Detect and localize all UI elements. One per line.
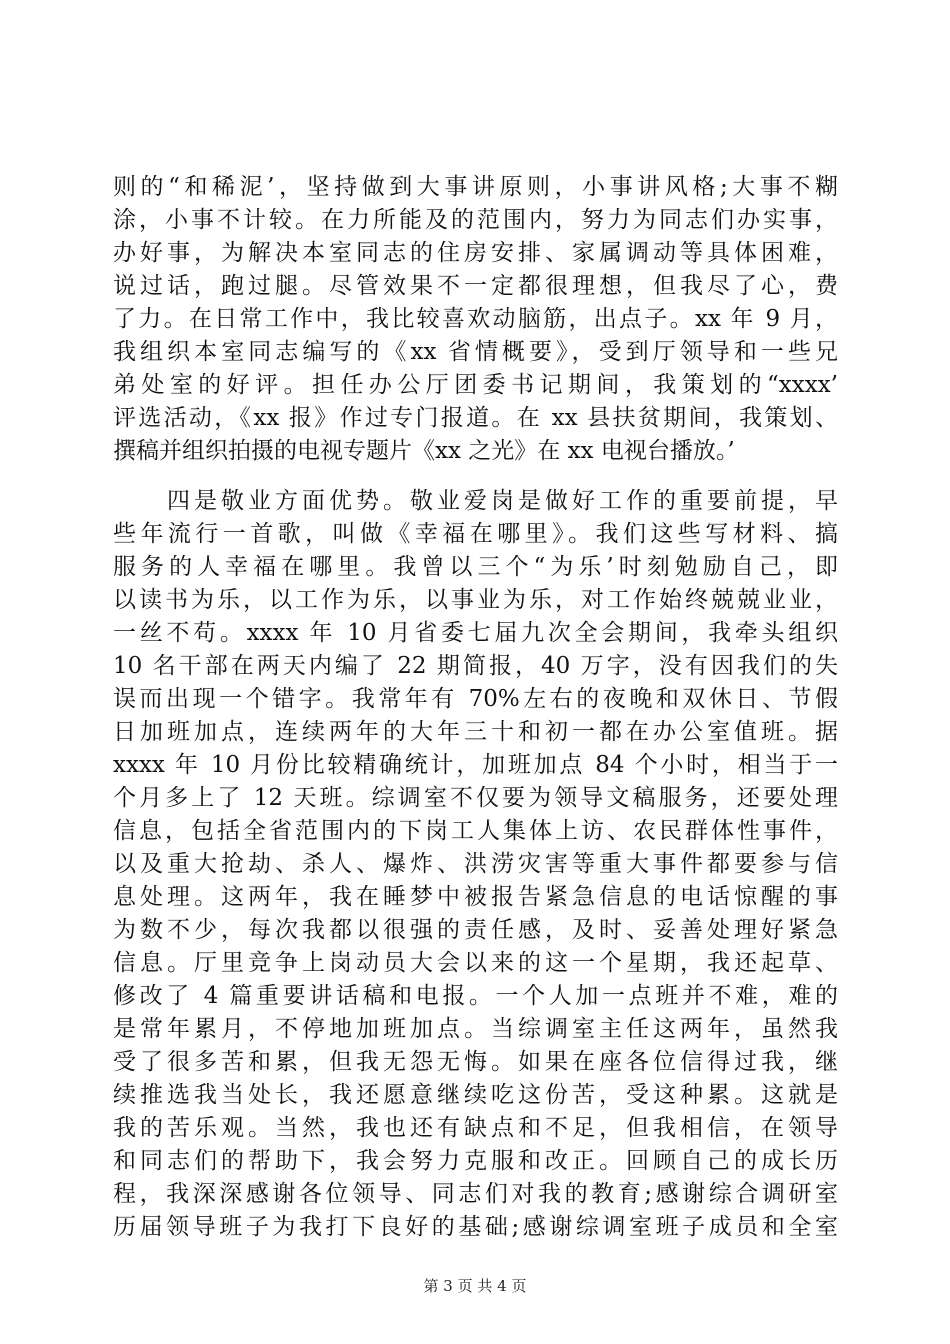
text-line: 则的“和稀泥’，坚持做到大事讲原则，小事讲风格;大事不糊 <box>113 174 838 200</box>
text-line: 是常年累月，不停地加班加点。当综调室主任这两年，虽然我 <box>113 1016 838 1042</box>
text-line: 服务的人幸福在哪里。我曾以三个“为乐’时刻勉励自己，即 <box>113 554 838 580</box>
text-line: 受了很多苦和累，但我无怨无悔。如果在座各位信得过我，继 <box>113 1049 838 1075</box>
text-line: 评选活动，《xx 报》作过专门报道。在 xx 县扶贫期间，我策划、 <box>113 405 838 431</box>
text-line: 日加班加点，连续两年的大年三十和初一都在办公室值班。据 <box>113 719 838 745</box>
text-line: 弟处室的好评。担任办公厅团委书记期间，我策划的“xxxx’ <box>113 372 838 398</box>
text-line: 个月多上了 12 天班。综调室不仅要为领导文稿服务，还要处理 <box>113 785 838 811</box>
text-line: 些年流行一首歌，叫做《幸福在哪里》。我们这些写材料、搞 <box>113 521 838 547</box>
text-line: xxxx 年 10 月份比较精确统计，加班加点 84 个小时，相当于一 <box>113 752 838 778</box>
text-line: 信息，包括全省范围内的下岗工人集体上访、农民群体性事件， <box>113 818 838 844</box>
text-line: 我组织本室同志编写的《xx 省情概要》，受到厅领导和一些兄 <box>113 339 838 365</box>
text-line: 以读书为乐，以工作为乐，以事业为乐，对工作始终兢兢业业， <box>113 587 838 613</box>
text-line: 误而出现一个错字。我常年有 70%左右的夜晚和双休日、节假 <box>113 686 838 712</box>
text-line: 四是敬业方面优势。敬业爱岗是做好工作的重要前提，早 <box>113 488 838 514</box>
text-line: 以及重大抢劫、杀人、爆炸、洪涝灾害等重大事件都要参与信 <box>113 851 838 877</box>
text-line: 撰稿并组织拍摄的电视专题片《xx 之光》在 xx 电视台播放。’ <box>113 438 735 464</box>
text-line: 一丝不苟。xxxx 年 10 月省委七届九次全会期间，我牵头组织 <box>113 620 838 646</box>
text-line: 办好事，为解决本室同志的住房安排、家属调动等具体困难， <box>113 240 838 266</box>
page-footer: 第 3 页 共 4 页 <box>423 1277 527 1295</box>
text-line: 了力。在日常工作中，我比较喜欢动脑筋，出点子。xx 年 9 月， <box>113 306 838 332</box>
text-line: 涂，小事不计较。在力所能及的范围内，努力为同志们办实事， <box>113 207 838 233</box>
text-line: 程，我深深感谢各位领导、同志们对我的教育;感谢综合调研室 <box>113 1181 838 1207</box>
text-line: 和同志们的帮助下，我会努力克服和改正。回顾自己的成长历 <box>113 1148 838 1174</box>
text-line: 信息。厅里竞争上岗动员大会以来的这一个星期，我还起草、 <box>113 950 838 976</box>
text-line: 说过话，跑过腿。尽管效果不一定都很理想，但我尽了心，费 <box>113 273 838 299</box>
text-line: 为数不少，每次我都以很强的责任感，及时、妥善处理好紧急 <box>113 917 838 943</box>
text-line: 10 名干部在两天内编了 22 期简报，40 万字，没有因我们的失 <box>113 653 838 679</box>
text-line: 历届领导班子为我打下良好的基础;感谢综调室班子成员和全室 <box>113 1214 838 1240</box>
text-line: 续推选我当处长，我还愿意继续吃这份苦，受这种累。这就是 <box>113 1082 838 1108</box>
text-line: 息处理。这两年，我在睡梦中被报告紧急信息的电话惊醒的事 <box>113 884 838 910</box>
text-line: 修改了 4 篇重要讲话稿和电报。一个人加一点班并不难，难的 <box>113 983 838 1009</box>
text-line: 我的苦乐观。当然，我也还有缺点和不足，但我相信，在领导 <box>113 1115 838 1141</box>
